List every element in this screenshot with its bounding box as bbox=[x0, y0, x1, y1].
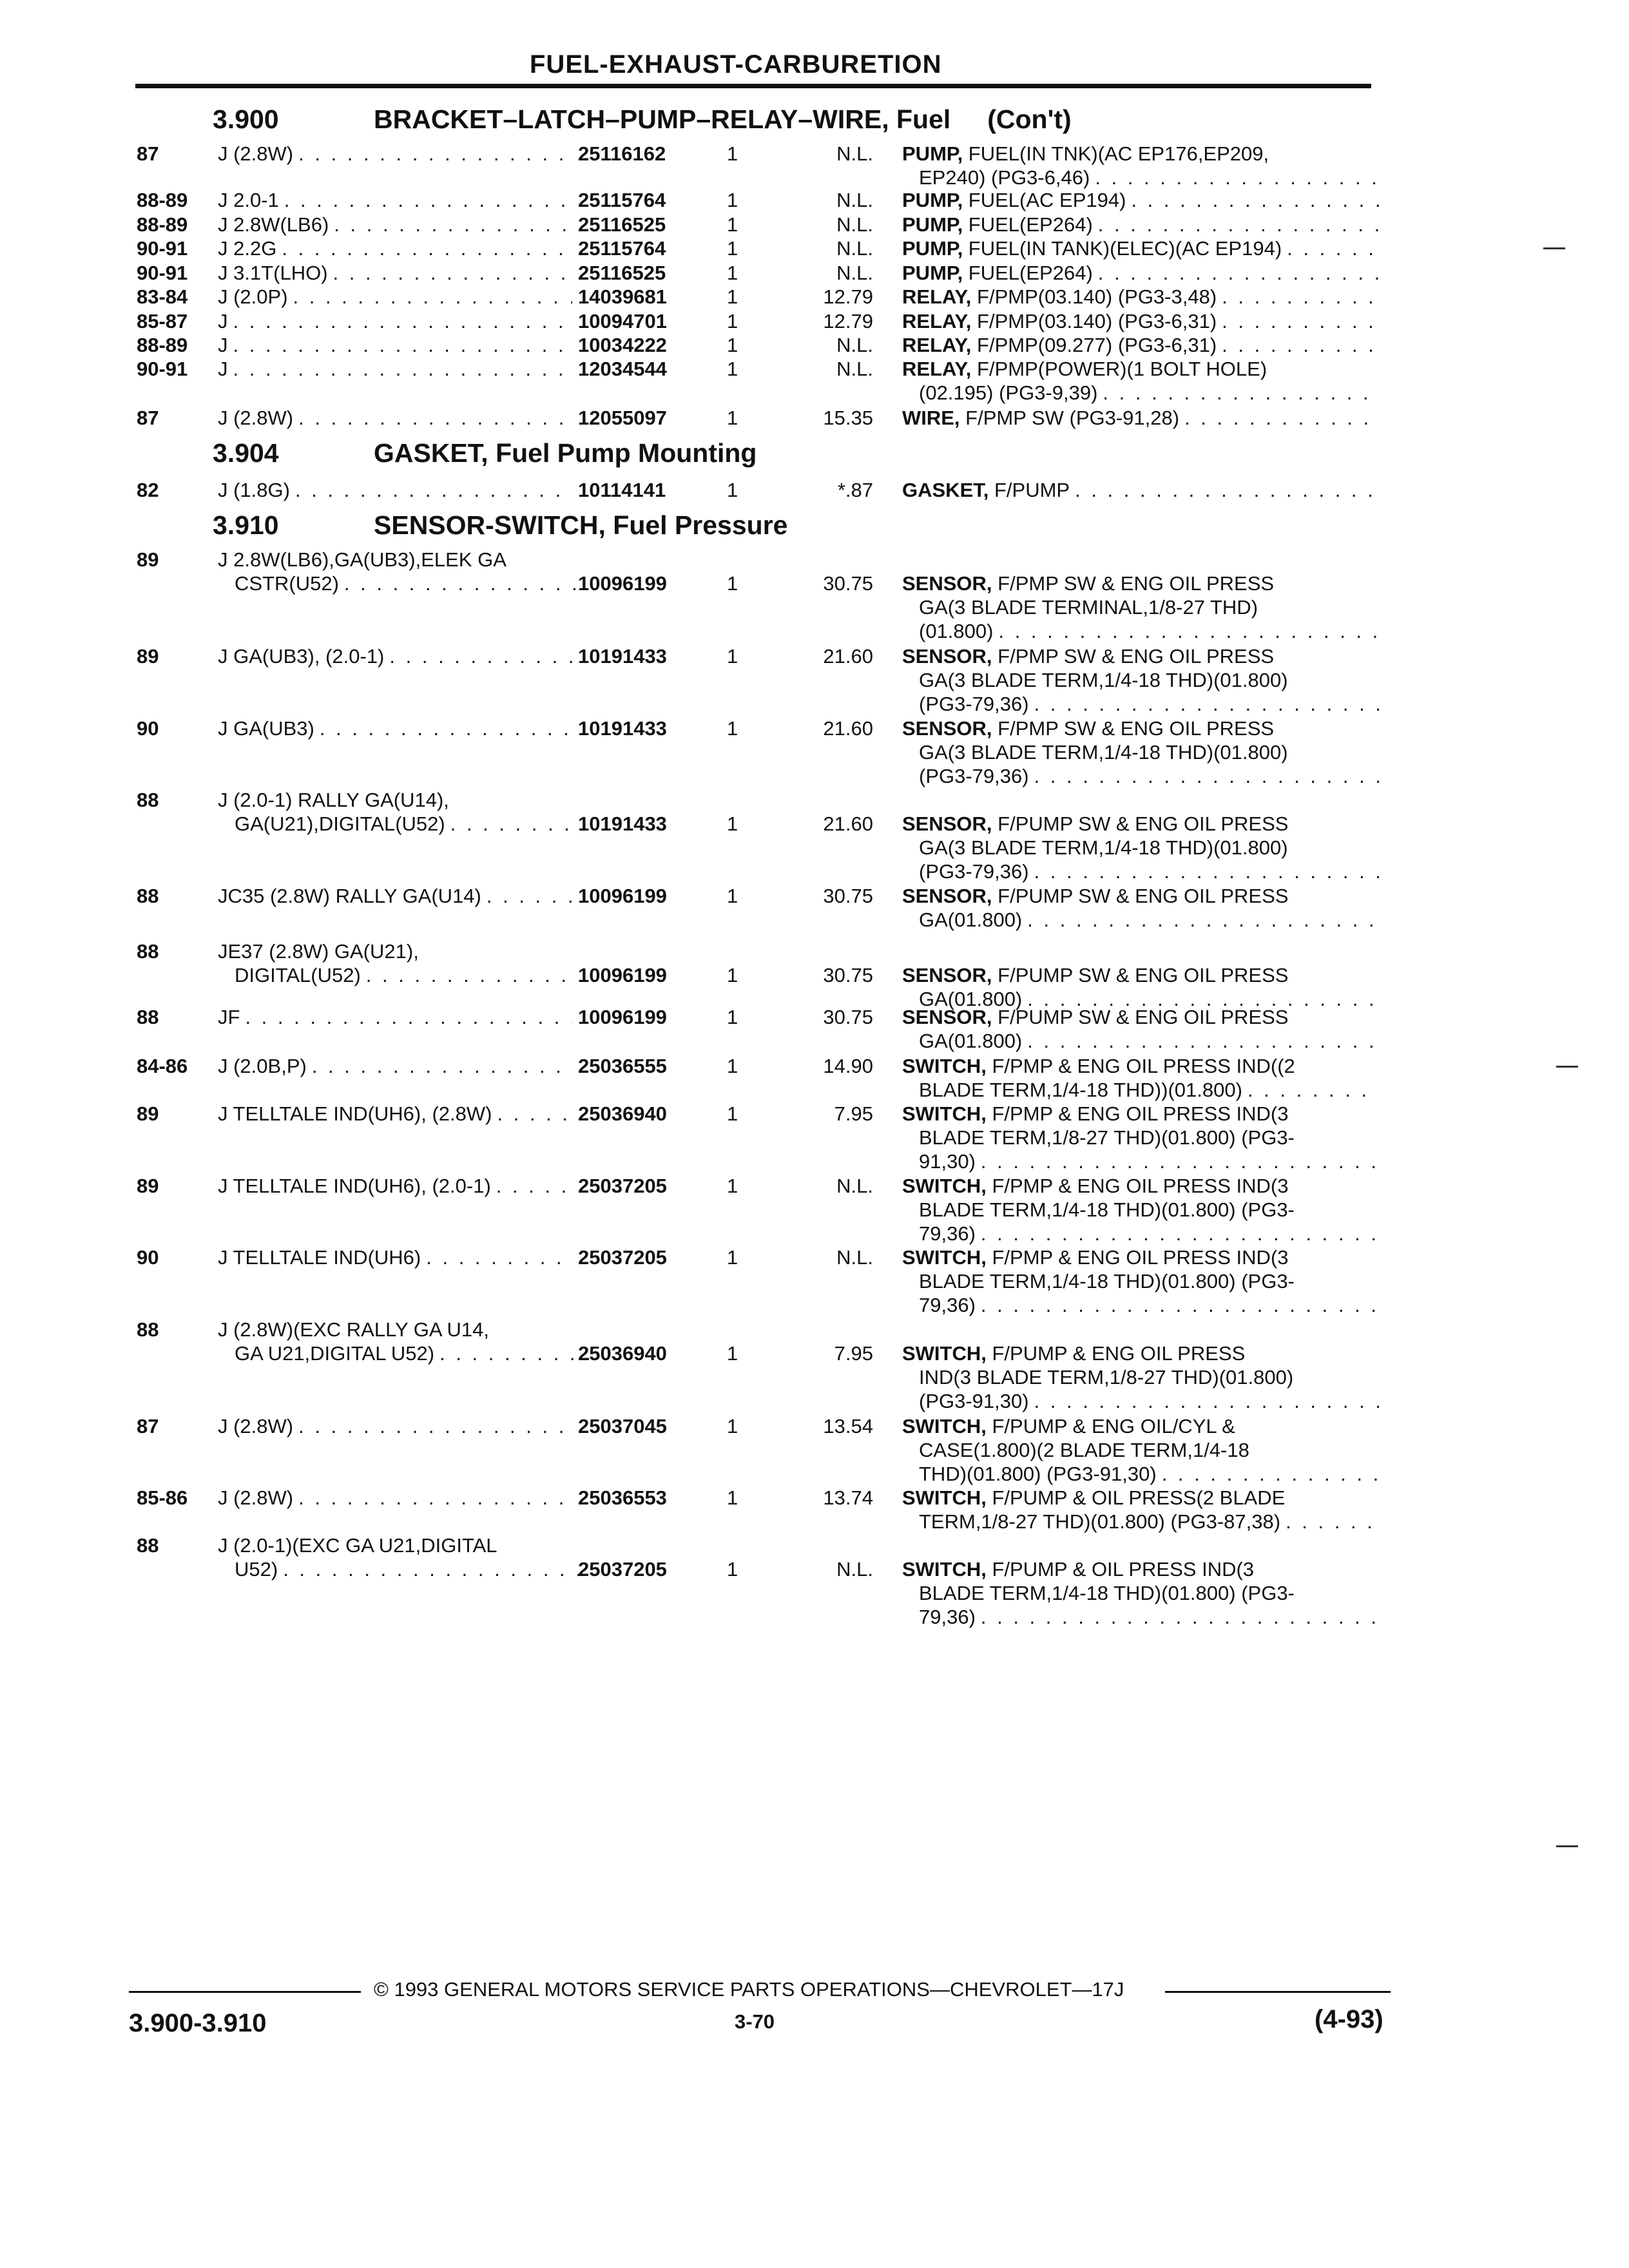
row-quantity: 1 bbox=[727, 213, 738, 236]
dot-leader bbox=[328, 261, 572, 285]
dot-leader bbox=[293, 1414, 572, 1438]
row-model-line: J 2.8W(LB6),GA(UB3),ELEK GA bbox=[218, 548, 506, 571]
row-quantity: 1 bbox=[727, 1175, 738, 1197]
row-price: N.L. bbox=[836, 1558, 873, 1581]
row-model-line: J (2.0-1)(EXC GA U21,DIGITAL bbox=[218, 1534, 497, 1557]
row-quantity: 1 bbox=[727, 1055, 738, 1077]
row-model-line: J (2.0B,P) bbox=[218, 1055, 307, 1077]
row-price: 13.54 bbox=[823, 1415, 873, 1437]
row-description bbox=[902, 1341, 1379, 1413]
row-quantity: 1 bbox=[727, 142, 738, 165]
row-description-line: PUMP, FUEL(IN TNK)(AC EP176,EP209, bbox=[902, 142, 1269, 165]
row-part-number: 10191433 bbox=[578, 812, 667, 835]
row-year: 90-91 bbox=[137, 358, 188, 380]
row-model-line: J (2.8W) bbox=[218, 407, 294, 429]
row-year: 88-89 bbox=[137, 213, 188, 236]
section-title bbox=[213, 438, 757, 468]
dot-leader bbox=[314, 716, 572, 740]
row-description bbox=[902, 406, 1379, 430]
row-description-line: SWITCH, F/PMP & ENG OIL PRESS IND(3 bbox=[902, 1175, 1289, 1197]
row-price: 21.60 bbox=[823, 717, 873, 740]
row-description-line: BLADE TERM,1/4-18 THD)(01.800) (PG3- bbox=[919, 1270, 1295, 1293]
dot-leader bbox=[1217, 309, 1379, 333]
row-description-line: SENSOR, F/PMP SW & ENG OIL PRESS bbox=[902, 645, 1275, 668]
row-description bbox=[902, 309, 1379, 333]
row-part-number: 25116525 bbox=[578, 213, 666, 236]
row-description-line: 79,36) bbox=[919, 1222, 976, 1245]
row-description-line: SWITCH, F/PMP & ENG OIL PRESS IND(3 bbox=[902, 1102, 1289, 1125]
row-year: 88-89 bbox=[137, 189, 188, 211]
row-price: 14.90 bbox=[823, 1055, 873, 1077]
dot-leader bbox=[1022, 908, 1379, 932]
dot-leader bbox=[1282, 236, 1379, 260]
row-part-number: 10034222 bbox=[578, 334, 667, 356]
row-model-line: J 3.1T(LHO) bbox=[218, 262, 328, 284]
row-year: 90-91 bbox=[137, 237, 188, 260]
row-year: 90 bbox=[137, 1246, 159, 1269]
row-quantity: 1 bbox=[727, 310, 738, 332]
row-description bbox=[902, 644, 1379, 716]
row-price: N.L. bbox=[836, 1175, 873, 1197]
row-year: 83-84 bbox=[137, 285, 188, 308]
row-model-line: J bbox=[218, 310, 228, 332]
margin-mark bbox=[1556, 1066, 1578, 1068]
row-model-line: J 2.2G bbox=[218, 237, 277, 260]
row-part-number: 12034544 bbox=[578, 358, 667, 380]
row-part-number: 14039681 bbox=[578, 285, 667, 308]
row-part-number: 25036940 bbox=[578, 1342, 667, 1365]
section-heading: SENSOR-SWITCH, Fuel Pressure bbox=[374, 510, 788, 540]
row-description bbox=[902, 1174, 1379, 1245]
dot-leader bbox=[976, 1293, 1379, 1317]
row-model-line: J 2.0-1 bbox=[218, 189, 279, 211]
row-model-line: J TELLTALE IND(UH6), (2.0-1) bbox=[218, 1175, 491, 1197]
row-model-line: J 2.8W(LB6) bbox=[218, 213, 329, 236]
row-description-line: SENSOR, F/PUMP SW & ENG OIL PRESS bbox=[902, 885, 1289, 907]
row-description-line: PUMP, FUEL(AC EP194) bbox=[902, 189, 1126, 211]
dot-leader bbox=[1090, 166, 1379, 189]
dot-leader bbox=[481, 884, 572, 908]
row-part-number: 10096199 bbox=[578, 964, 667, 986]
row-description-line: SWITCH, F/PUMP & OIL PRESS IND(3 bbox=[902, 1558, 1255, 1581]
dot-leader bbox=[288, 285, 572, 309]
row-price: N.L. bbox=[836, 334, 873, 356]
dot-leader bbox=[1029, 692, 1379, 716]
section-number: 3.910 bbox=[213, 510, 279, 540]
row-quantity: 1 bbox=[727, 189, 738, 211]
row-part-number: 12055097 bbox=[578, 407, 667, 429]
row-description-line: IND(3 BLADE TERM,1/8-27 THD)(01.800) bbox=[919, 1366, 1294, 1389]
row-description-line: SWITCH, F/PMP & ENG OIL PRESS IND((2 bbox=[902, 1055, 1295, 1077]
row-description bbox=[902, 1054, 1379, 1102]
row-part-number: 10096199 bbox=[578, 885, 667, 907]
row-price: N.L. bbox=[836, 142, 873, 165]
row-year: 85-86 bbox=[137, 1486, 188, 1509]
dot-leader bbox=[329, 213, 572, 236]
row-year: 88 bbox=[137, 940, 159, 963]
row-description-line: (PG3-79,36) bbox=[919, 693, 1029, 715]
row-model-line: J GA(UB3) bbox=[218, 717, 314, 740]
dot-leader bbox=[1126, 188, 1379, 212]
dot-leader bbox=[384, 644, 572, 668]
row-description bbox=[902, 142, 1379, 189]
row-year: 90 bbox=[137, 717, 159, 740]
dot-leader bbox=[228, 309, 573, 333]
row-price: 21.60 bbox=[823, 812, 873, 835]
row-part-number: 25115764 bbox=[578, 237, 666, 260]
row-year: 89 bbox=[137, 645, 159, 668]
row-part-number: 25037205 bbox=[578, 1246, 667, 1269]
row-description-line: RELAY, F/PMP(03.140) (PG3-3,48) bbox=[902, 285, 1217, 308]
row-year: 82 bbox=[137, 479, 159, 501]
dot-leader bbox=[278, 1557, 589, 1581]
row-part-number: 10191433 bbox=[578, 645, 667, 668]
dot-leader bbox=[421, 1245, 572, 1269]
row-price: 30.75 bbox=[823, 1006, 873, 1028]
row-description bbox=[902, 357, 1379, 405]
margin-mark bbox=[1556, 1845, 1578, 1847]
dot-leader bbox=[293, 1486, 572, 1510]
row-part-number: 25115764 bbox=[578, 189, 666, 211]
row-description bbox=[902, 1414, 1379, 1486]
row-description bbox=[902, 1102, 1379, 1173]
section-heading: BRACKET–LATCH–PUMP–RELAY–WIRE, Fuel (Con't) bbox=[374, 104, 1072, 134]
footer-page-number: 3-70 bbox=[735, 2010, 775, 2033]
row-description bbox=[902, 478, 1379, 502]
row-model-line: J (2.8W)(EXC RALLY GA U14, bbox=[218, 1318, 489, 1341]
row-price: 21.60 bbox=[823, 645, 873, 668]
row-model-line: J GA(UB3), (2.0-1) bbox=[218, 645, 385, 668]
row-description bbox=[902, 213, 1379, 236]
row-part-number: 25037205 bbox=[578, 1558, 667, 1581]
row-quantity: 1 bbox=[727, 1342, 738, 1365]
row-description-line: GA(01.800) bbox=[919, 1030, 1023, 1052]
row-price: N.L. bbox=[836, 1246, 873, 1269]
dot-leader bbox=[339, 572, 589, 595]
row-model-line: J (2.0P) bbox=[218, 285, 288, 308]
row-model-line: GA(U21),DIGITAL(U52) bbox=[235, 812, 445, 835]
row-description bbox=[902, 963, 1379, 1011]
row-part-number: 25116525 bbox=[578, 262, 666, 284]
row-quantity: 1 bbox=[727, 262, 738, 284]
dot-leader bbox=[1093, 213, 1379, 236]
row-part-number: 10191433 bbox=[578, 717, 667, 740]
row-year: 88 bbox=[137, 1534, 159, 1557]
row-quantity: 1 bbox=[727, 572, 738, 595]
dot-leader bbox=[293, 142, 572, 166]
row-model-line: JF bbox=[218, 1006, 240, 1028]
row-quantity: 1 bbox=[727, 358, 738, 380]
row-price: 30.75 bbox=[823, 572, 873, 595]
section-title bbox=[213, 510, 787, 541]
section-heading: GASKET, Fuel Pump Mounting bbox=[374, 438, 757, 468]
row-description-line: GA(01.800) bbox=[919, 988, 1023, 1010]
row-year: 84-86 bbox=[137, 1055, 188, 1077]
row-description-line: SENSOR, F/PMP SW & ENG OIL PRESS bbox=[902, 572, 1275, 595]
row-description-line: SWITCH, F/PUMP & ENG OIL/CYL & bbox=[902, 1415, 1235, 1437]
row-price: N.L. bbox=[836, 358, 873, 380]
row-part-number: 25036940 bbox=[578, 1102, 667, 1125]
row-description bbox=[902, 285, 1379, 309]
row-quantity: 1 bbox=[727, 645, 738, 668]
row-price: N.L. bbox=[836, 262, 873, 284]
dot-leader bbox=[240, 1005, 572, 1029]
row-description-line: GA(3 BLADE TERM,1/4-18 THD)(01.800) bbox=[919, 836, 1288, 859]
dot-leader bbox=[1217, 285, 1379, 309]
row-description bbox=[902, 236, 1379, 260]
row-description-line: SWITCH, F/PUMP & ENG OIL PRESS bbox=[902, 1342, 1246, 1365]
row-description bbox=[902, 884, 1379, 932]
dot-leader bbox=[1022, 1029, 1379, 1053]
dot-leader bbox=[1070, 478, 1379, 502]
row-description-line: (01.800) bbox=[919, 620, 994, 642]
row-price: N.L. bbox=[836, 189, 873, 211]
row-year: 90-91 bbox=[137, 262, 188, 284]
dot-leader bbox=[434, 1341, 589, 1365]
row-description bbox=[902, 1245, 1379, 1317]
row-quantity: 1 bbox=[727, 964, 738, 986]
section-number: 3.900 bbox=[213, 104, 279, 134]
dot-leader bbox=[993, 619, 1379, 643]
row-price: N.L. bbox=[836, 237, 873, 260]
row-quantity: 1 bbox=[727, 1246, 738, 1269]
row-year: 89 bbox=[137, 548, 159, 571]
row-quantity: 1 bbox=[727, 407, 738, 429]
row-part-number: 25116162 bbox=[578, 142, 666, 165]
row-description-line: SENSOR, F/PMP SW & ENG OIL PRESS bbox=[902, 717, 1275, 740]
dot-leader bbox=[1242, 1078, 1379, 1102]
row-part-number: 10114141 bbox=[578, 479, 666, 501]
footer-rule bbox=[129, 1991, 361, 1993]
dot-leader bbox=[1097, 381, 1379, 405]
row-price: 12.79 bbox=[823, 285, 873, 308]
row-model-line: CSTR(U52) bbox=[235, 572, 339, 595]
dot-leader bbox=[1179, 406, 1379, 430]
row-description-line: BLADE TERM,1/4-18 THD))(01.800) bbox=[919, 1079, 1242, 1101]
row-year: 88 bbox=[137, 1006, 159, 1028]
row-price: 30.75 bbox=[823, 885, 873, 907]
row-description bbox=[902, 261, 1379, 285]
page-header-title: FUEL-EXHAUST-CARBURETION bbox=[530, 50, 942, 79]
row-model-line: J (2.8W) bbox=[218, 1486, 294, 1509]
row-model-line: DIGITAL(U52) bbox=[235, 964, 361, 986]
row-year: 88 bbox=[137, 1318, 159, 1341]
row-year: 88-89 bbox=[137, 334, 188, 356]
dot-leader bbox=[491, 1174, 572, 1198]
dot-leader bbox=[492, 1102, 572, 1126]
row-quantity: 1 bbox=[727, 1558, 738, 1581]
row-year: 87 bbox=[137, 1415, 159, 1437]
section-number: 3.904 bbox=[213, 438, 279, 468]
row-description-line: EP240) (PG3-6,46) bbox=[919, 166, 1090, 189]
row-description-line: PUMP, FUEL(IN TANK)(ELEC)(AC EP194) bbox=[902, 237, 1282, 260]
row-description-line: GA(01.800) bbox=[919, 908, 1023, 931]
row-price: 12.79 bbox=[823, 310, 873, 332]
section-title bbox=[213, 104, 1072, 135]
row-description-line: RELAY, F/PMP(POWER)(1 BOLT HOLE) bbox=[902, 358, 1268, 380]
row-description bbox=[902, 188, 1379, 212]
row-year: 89 bbox=[137, 1175, 159, 1197]
row-quantity: 1 bbox=[727, 1102, 738, 1125]
row-quantity: 1 bbox=[727, 237, 738, 260]
header-rule bbox=[135, 84, 1371, 88]
row-model-line: J TELLTALE IND(UH6), (2.8W) bbox=[218, 1102, 492, 1125]
row-description-line: 79,36) bbox=[919, 1294, 976, 1316]
row-description-line: GA(3 BLADE TERM,1/4-18 THD)(01.800) bbox=[919, 669, 1288, 691]
dot-leader bbox=[1029, 1389, 1379, 1413]
row-description-line: (02.195) (PG3-9,39) bbox=[919, 381, 1098, 404]
row-description bbox=[902, 812, 1379, 883]
dot-leader bbox=[1217, 333, 1379, 357]
row-quantity: 1 bbox=[727, 1415, 738, 1437]
row-model-line: J (2.8W) bbox=[218, 1415, 294, 1437]
row-model-line: JE37 (2.8W) GA(U21), bbox=[218, 940, 419, 963]
row-description-line: SENSOR, F/PUMP SW & ENG OIL PRESS bbox=[902, 964, 1289, 986]
dot-leader bbox=[1280, 1510, 1379, 1533]
dot-leader bbox=[445, 812, 589, 836]
row-part-number: 10096199 bbox=[578, 572, 667, 595]
row-price: 30.75 bbox=[823, 964, 873, 986]
dot-leader bbox=[1029, 764, 1379, 788]
row-description-line: (PG3-91,30) bbox=[919, 1390, 1029, 1412]
row-description-line: PUMP, FUEL(EP264) bbox=[902, 262, 1093, 284]
row-part-number: 10096199 bbox=[578, 1006, 667, 1028]
footer-rule bbox=[1165, 1991, 1391, 1993]
row-part-number: 25037205 bbox=[578, 1175, 667, 1197]
dot-leader bbox=[307, 1054, 572, 1078]
dot-leader bbox=[1029, 860, 1379, 883]
row-description bbox=[902, 1557, 1379, 1629]
row-description-line: 79,36) bbox=[919, 1606, 976, 1628]
row-description-line: SENSOR, F/PUMP SW & ENG OIL PRESS bbox=[902, 1006, 1289, 1028]
dot-leader bbox=[290, 478, 572, 502]
row-part-number: 25036553 bbox=[578, 1486, 667, 1509]
dot-leader bbox=[279, 188, 572, 212]
row-quantity: 1 bbox=[727, 479, 738, 501]
footer-revision-date: (4-93) bbox=[1315, 2005, 1383, 2033]
row-description-line: RELAY, F/PMP(03.140) (PG3-6,31) bbox=[902, 310, 1217, 332]
row-description-line: PUMP, FUEL(EP264) bbox=[902, 213, 1093, 236]
footer-copyright: © 1993 GENERAL MOTORS SERVICE PARTS OPERATIONS—CHEVROLET—17J bbox=[374, 1978, 1124, 2001]
row-description bbox=[902, 1005, 1379, 1053]
row-description-line: 91,30) bbox=[919, 1150, 976, 1173]
row-description-line: BLADE TERM,1/8-27 THD)(01.800) (PG3- bbox=[919, 1126, 1295, 1149]
row-model-line: J TELLTALE IND(UH6) bbox=[218, 1246, 421, 1269]
row-quantity: 1 bbox=[727, 334, 738, 356]
row-year: 89 bbox=[137, 1102, 159, 1125]
dot-leader bbox=[228, 333, 573, 357]
row-quantity: 1 bbox=[727, 1486, 738, 1509]
row-quantity: 1 bbox=[727, 885, 738, 907]
dot-leader bbox=[361, 963, 589, 987]
dot-leader bbox=[976, 1222, 1379, 1245]
row-model-line: J bbox=[218, 358, 228, 380]
row-quantity: 1 bbox=[727, 812, 738, 835]
row-description bbox=[902, 572, 1379, 643]
row-description-line: TERM,1/8-27 THD)(01.800) (PG3-87,38) bbox=[919, 1510, 1281, 1533]
footer-section-range: 3.900-3.910 bbox=[129, 2009, 267, 2037]
row-description-line: GA(3 BLADE TERMINAL,1/8-27 THD) bbox=[919, 596, 1258, 619]
row-model-line: J (1.8G) bbox=[218, 479, 290, 501]
row-year: 85-87 bbox=[137, 310, 188, 332]
row-part-number: 25036555 bbox=[578, 1055, 667, 1077]
row-year: 88 bbox=[137, 789, 159, 811]
row-model-line: J (2.0-1) RALLY GA(U14), bbox=[218, 789, 449, 811]
dot-leader bbox=[293, 406, 572, 430]
row-description-line: SWITCH, F/PUMP & OIL PRESS(2 BLADE bbox=[902, 1486, 1286, 1509]
dot-leader bbox=[276, 236, 572, 260]
margin-mark bbox=[1543, 247, 1565, 249]
dot-leader bbox=[976, 1149, 1379, 1173]
row-year: 88 bbox=[137, 885, 159, 907]
row-description-line: BLADE TERM,1/4-18 THD)(01.800) (PG3- bbox=[919, 1198, 1295, 1221]
row-description-line: GASKET, F/PUMP bbox=[902, 479, 1070, 501]
row-model-line: GA U21,DIGITAL U52) bbox=[235, 1342, 435, 1365]
row-model-line: J bbox=[218, 334, 228, 356]
row-description-line: SWITCH, F/PMP & ENG OIL PRESS IND(3 bbox=[902, 1246, 1289, 1269]
row-description-line: CASE(1.800)(2 BLADE TERM,1/4-18 bbox=[919, 1439, 1249, 1461]
row-price: 7.95 bbox=[834, 1102, 873, 1125]
row-description-line: SENSOR, F/PUMP SW & ENG OIL PRESS bbox=[902, 812, 1289, 835]
row-description-line: BLADE TERM,1/4-18 THD)(01.800) (PG3- bbox=[919, 1582, 1295, 1604]
row-description bbox=[902, 1486, 1379, 1533]
row-description-line: WIRE, F/PMP SW (PG3-91,28) bbox=[902, 407, 1180, 429]
row-quantity: 1 bbox=[727, 285, 738, 308]
row-description-line: GA(3 BLADE TERM,1/4-18 THD)(01.800) bbox=[919, 741, 1288, 764]
row-description bbox=[902, 333, 1379, 357]
row-description-line: (PG3-79,36) bbox=[919, 765, 1029, 787]
row-quantity: 1 bbox=[727, 1006, 738, 1028]
row-price: N.L. bbox=[836, 213, 873, 236]
row-description-line: RELAY, F/PMP(09.277) (PG3-6,31) bbox=[902, 334, 1217, 356]
row-model-line: J (2.8W) bbox=[218, 142, 294, 165]
row-price: *.87 bbox=[837, 479, 873, 501]
row-year: 87 bbox=[137, 407, 159, 429]
dot-leader bbox=[228, 357, 573, 381]
row-model-line: U52) bbox=[235, 1558, 278, 1581]
row-description bbox=[902, 716, 1379, 788]
row-year: 87 bbox=[137, 142, 159, 165]
dot-leader bbox=[1157, 1462, 1379, 1486]
row-price: 7.95 bbox=[834, 1342, 873, 1365]
row-part-number: 25037045 bbox=[578, 1415, 667, 1437]
row-quantity: 1 bbox=[727, 717, 738, 740]
row-description-line: THD)(01.800) (PG3-91,30) bbox=[919, 1463, 1157, 1485]
row-model-line: JC35 (2.8W) RALLY GA(U14) bbox=[218, 885, 481, 907]
row-price: 15.35 bbox=[823, 407, 873, 429]
dot-leader bbox=[976, 1605, 1379, 1629]
row-price: 13.74 bbox=[823, 1486, 873, 1509]
row-part-number: 10094701 bbox=[578, 310, 667, 332]
row-description-line: (PG3-79,36) bbox=[919, 860, 1029, 883]
dot-leader bbox=[1093, 261, 1379, 285]
